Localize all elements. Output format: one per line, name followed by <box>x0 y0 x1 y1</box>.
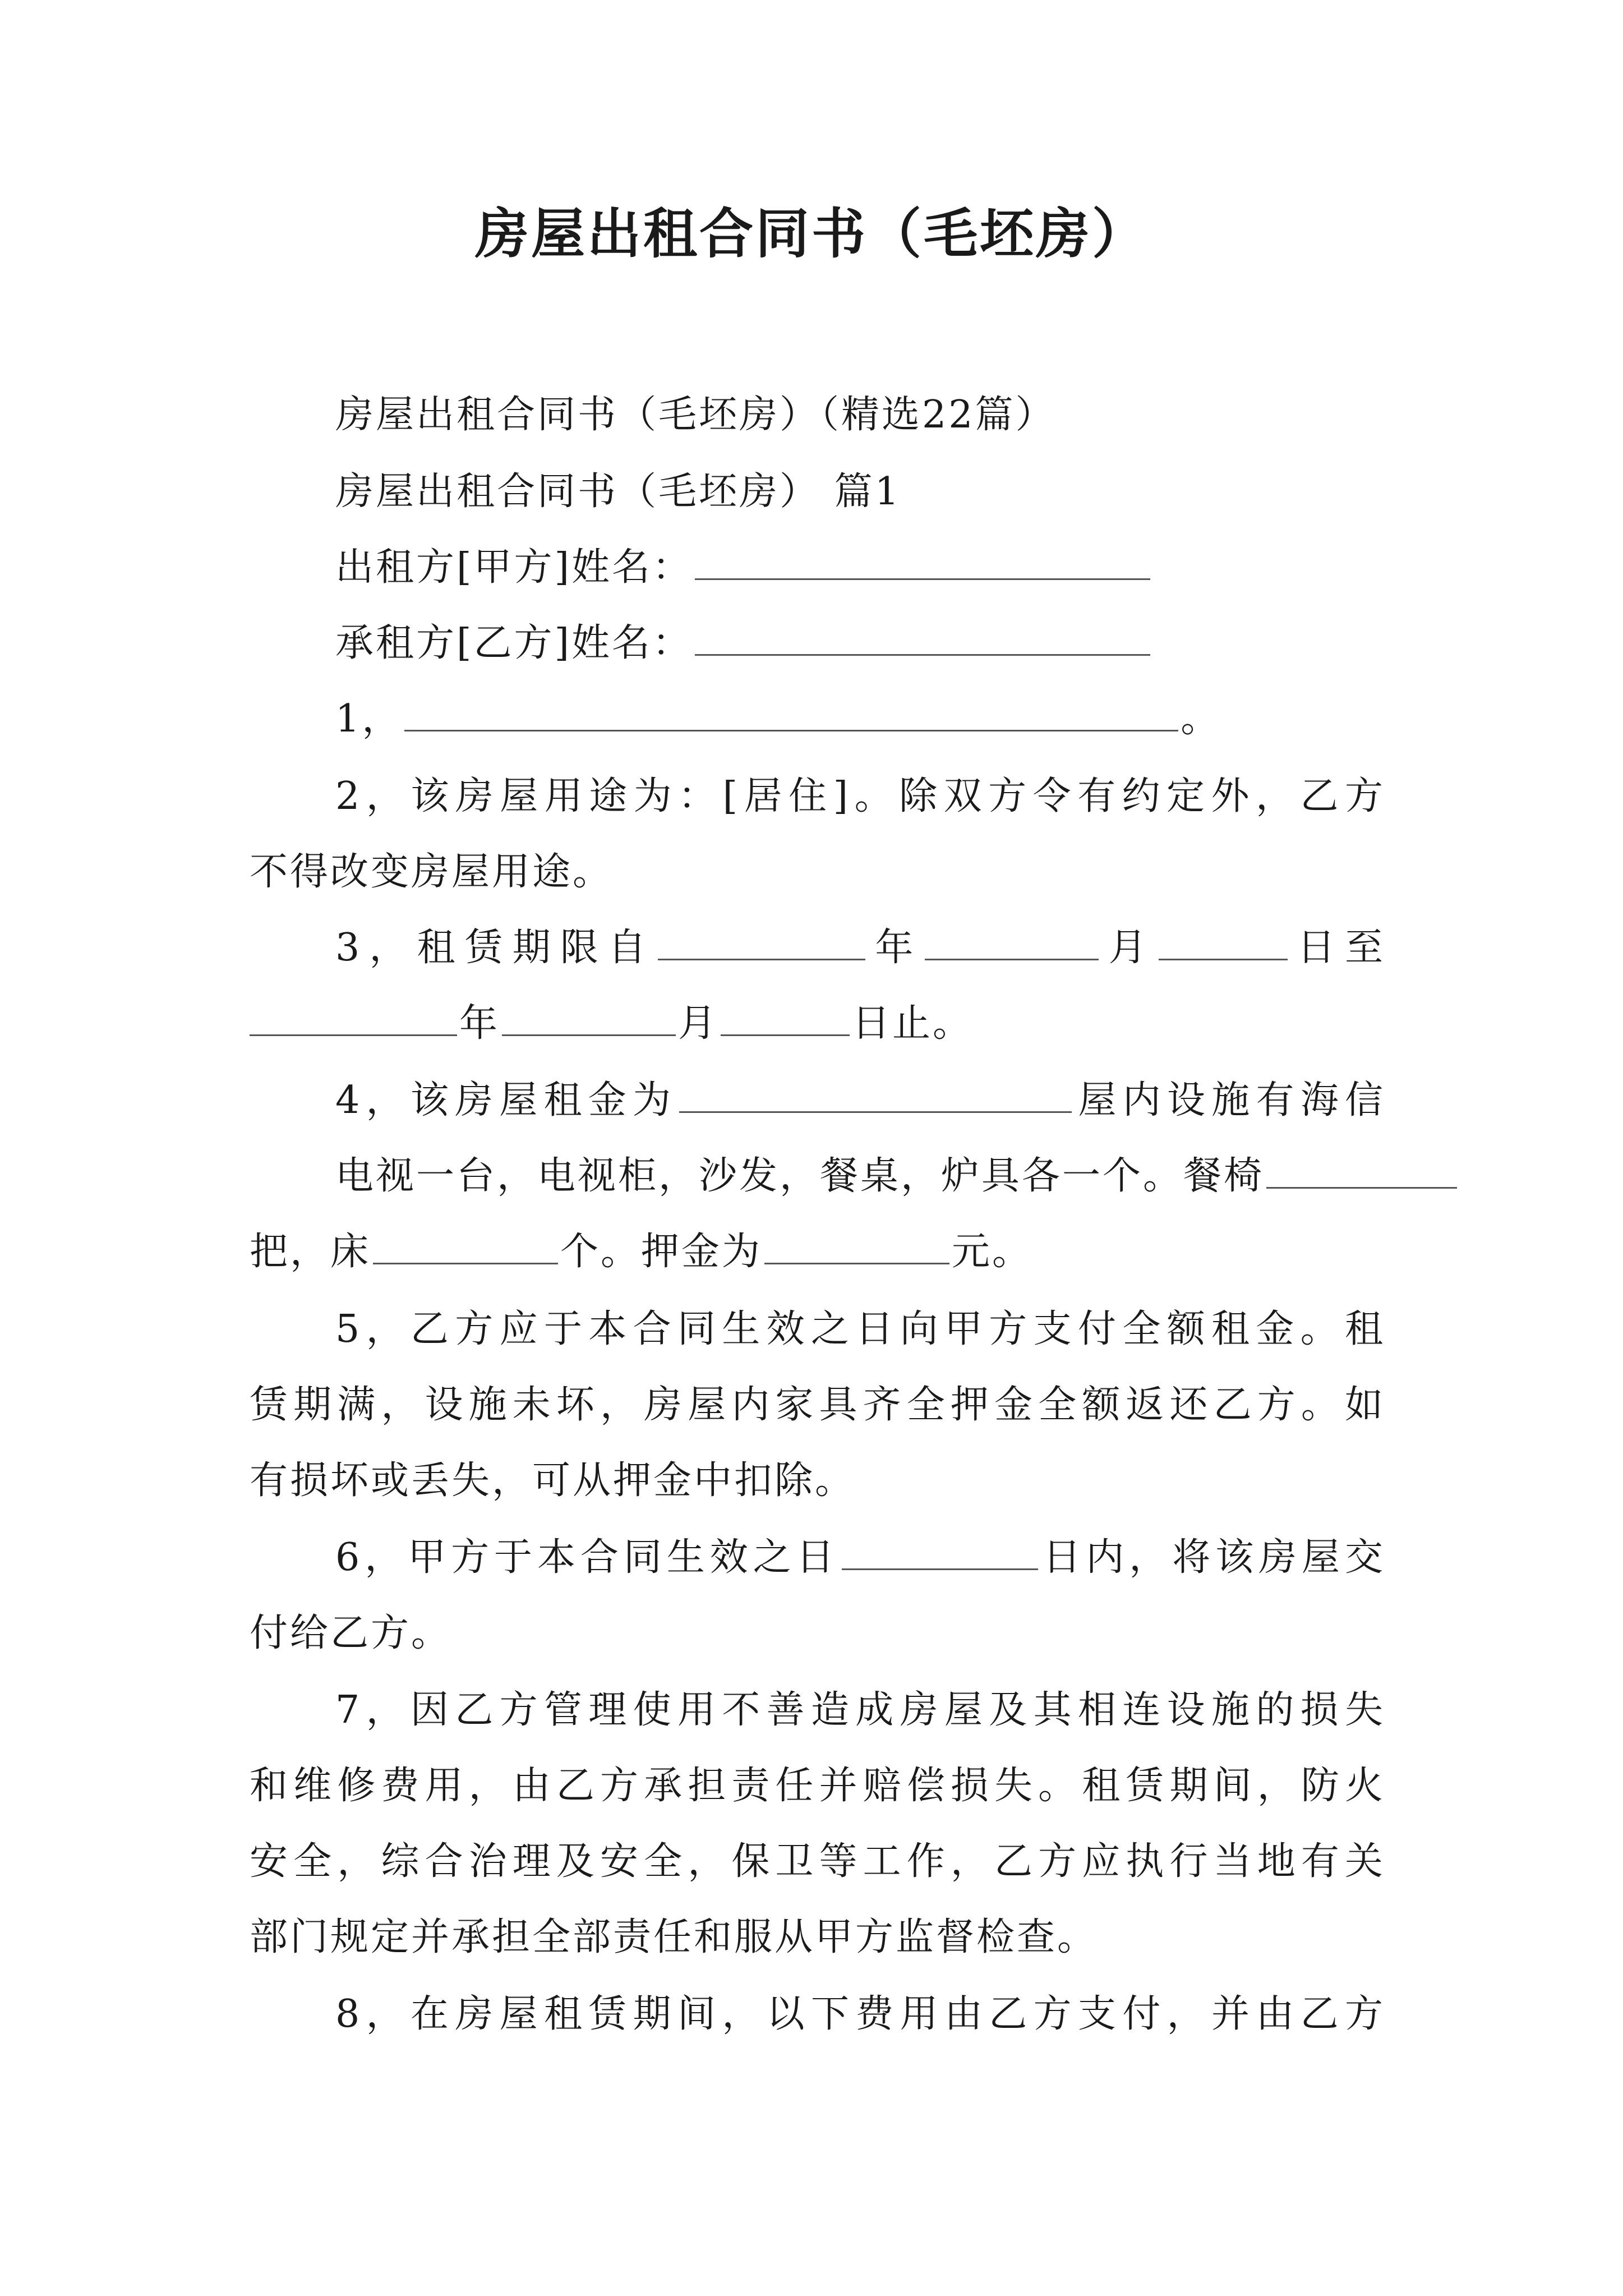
lessee-name-row <box>335 615 1152 671</box>
clause-5-line-3: 有损坏或丢失，可从押金中扣除。 <box>250 1458 856 1503</box>
bed-blank <box>373 1228 558 1264</box>
end-day-label: 日止。 <box>852 1001 974 1046</box>
bed-label: 把，床 <box>250 1230 371 1274</box>
lessor-name-label: 出租方[甲方]姓名： <box>335 545 693 590</box>
clause-6-line-1 <box>335 1530 1385 1586</box>
clause-8-line-1: 8，在房屋租赁期间，以下费用由乙方支付，并由乙方 <box>335 1992 1385 2036</box>
clause-7-line-4: 部门规定并承担全部责任和服从甲方监督检查。 <box>250 1915 1098 1959</box>
end-year-blank <box>250 1000 457 1036</box>
start-year-blank <box>658 924 865 960</box>
clause-1-number: 1， <box>335 697 403 741</box>
delivery-label: 6，甲方于本合同生效之日 <box>335 1535 840 1580</box>
collection-heading: 房屋出租合同书（毛坯房）（精选22篇） <box>335 393 1056 437</box>
end-year-label: 年 <box>459 1001 500 1046</box>
start-year-label: 年 <box>868 926 923 970</box>
lessor-name-row <box>335 540 1152 596</box>
clause-1-blank <box>404 695 1178 731</box>
lease-start-label: 3，租赁期限自 <box>335 926 656 970</box>
clause-3-line-1 <box>335 920 1385 976</box>
clause-2-line-2: 不得改变房屋用途。 <box>250 850 614 894</box>
lessee-name-label: 承租方[乙方]姓名： <box>335 621 693 665</box>
clause-7-line-1: 7，因乙方管理使用不善造成房屋及其相连设施的损失 <box>335 1688 1385 1732</box>
clause-2-line-1: 2，该房屋用途为：[居住]。除双方令有约定外，乙方 <box>335 774 1385 818</box>
clause-6-line-2: 付给乙方。 <box>250 1611 452 1655</box>
clause-4-line-2 <box>335 1148 1385 1204</box>
start-month-label: 月 <box>1101 926 1156 970</box>
facilities-list: 电视一台，电视柜，沙发，餐桌，炉具各一个。餐椅 <box>335 1154 1265 1198</box>
clause-3-line-2 <box>250 996 973 1052</box>
clause-4-line-3 <box>250 1224 1032 1280</box>
delivery-text: 日内，将该房屋交 <box>1040 1535 1385 1580</box>
rent-blank <box>679 1076 1072 1113</box>
clause-5-line-2: 赁期满，设施未坏，房屋内家具齐全押金全额返还乙方。如 <box>250 1383 1385 1427</box>
clause-5-line-1: 5，乙方应于本合同生效之日向甲方支付全额租金。租 <box>335 1307 1385 1351</box>
lessor-name-blank <box>695 544 1150 580</box>
delivery-days-blank <box>842 1534 1038 1570</box>
end-day-blank <box>721 1000 850 1036</box>
start-month-blank <box>925 924 1099 960</box>
clause-1-end: 。 <box>1181 697 1221 741</box>
document-title: 房屋出租合同书（毛坯房） <box>475 202 1148 265</box>
article-heading: 房屋出租合同书（毛坯房） 篇1 <box>335 470 901 514</box>
clause-7-line-3: 安全，综合治理及安全，保卫等工作，乙方应执行当地有关 <box>250 1839 1385 1884</box>
clause-4-line-1 <box>335 1073 1385 1129</box>
facilities-text: 屋内设施有海信 <box>1074 1078 1385 1122</box>
deposit-label: 个。押金为 <box>560 1230 763 1274</box>
start-day-label: 日至 <box>1289 926 1385 970</box>
clause-1 <box>335 691 1221 747</box>
deposit-blank <box>764 1228 949 1264</box>
clause-7-line-2: 和维修费用，由乙方承担责任并赔偿损失。租赁期间，防火 <box>250 1764 1385 1808</box>
deposit-unit: 元。 <box>952 1230 1033 1274</box>
end-month-blank <box>502 1000 676 1036</box>
end-month-label: 月 <box>678 1001 719 1046</box>
rent-label: 4，该房屋租金为 <box>335 1078 677 1122</box>
start-day-blank <box>1159 924 1288 960</box>
lessee-name-blank <box>695 619 1150 656</box>
chairs-blank <box>1266 1152 1457 1189</box>
